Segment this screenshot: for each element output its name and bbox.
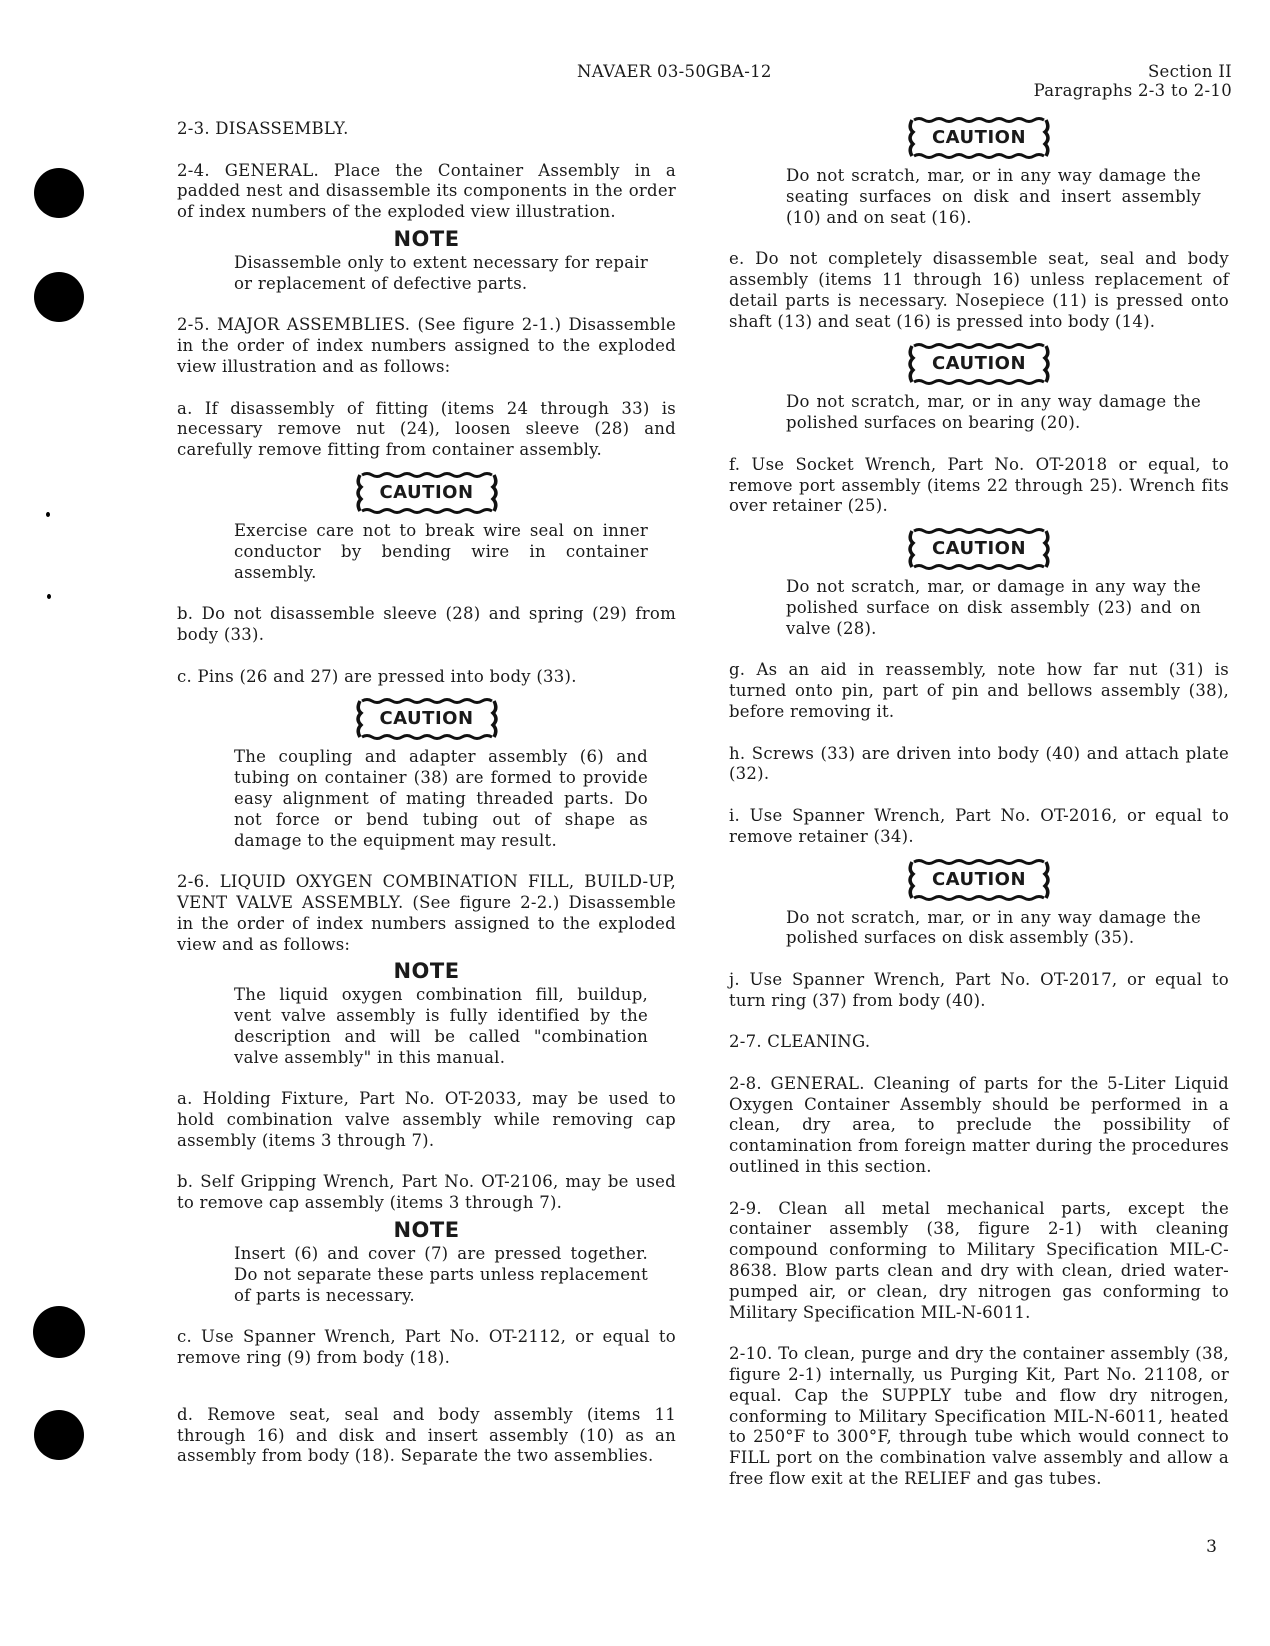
- caution-title: CAUTION: [931, 127, 1027, 148]
- caution-text: The coupling and adapter assembly (6) and tubing on container (38) are formed to provide easy alignment of mating threaded parts. Do not force or bend tubing out of shape as damage to the equipment may result.: [234, 747, 648, 850]
- caution-text: Exercise care not to break wire seal on inner conductor by bending wire in container assembly.: [234, 520, 648, 582]
- note-title: NOTE: [393, 226, 460, 251]
- speck: [46, 512, 50, 517]
- note-title: NOTE: [393, 959, 460, 984]
- step-e: e. Do not completely disassemble seat, seal and body assembly (items 11 through 16) unless replacement of detail parts is necessary. Nosepiece (11) is pressed onto shaft (13) and seat (16) is pressed into body (14).: [729, 249, 1229, 331]
- step-c: c. Use Spanner Wrench, Part No. OT-2112, or equal to remove ring (9) from body (18).: [177, 1327, 676, 1368]
- binder-hole: [34, 272, 84, 322]
- step-b: b. Do not disassemble sleeve (28) and spring (29) from body (33).: [177, 604, 676, 644]
- step-a: a. If disassembly of fitting (items 24 through 33) is necessary remove nut (24), loosen sleeve (28) and carefully remove fitting from container assembly.: [177, 398, 676, 460]
- binder-hole: [33, 1306, 85, 1358]
- binder-hole: [34, 1410, 84, 1460]
- page-number: 3: [1206, 1537, 1217, 1557]
- section-label: Section II: [1147, 62, 1232, 81]
- caution-box: [177, 471, 676, 515]
- paragraph-2-8: 2-8. GENERAL. Cleaning of parts for the 5-Liter Liquid Oxygen Container Assembly should be performed in a clean, dry area, to preclude the possibility of contamination from foreign matter during the procedures outlined in this section.: [729, 1073, 1229, 1177]
- paragraph-2-5: 2-5. MAJOR ASSEMBLIES. (See figure 2-1.) Disassemble in the order of index numbers assigned to the exploded view illustration and as follows:: [177, 315, 676, 376]
- note-text: The liquid oxygen combination fill, buildup, vent valve assembly is fully identified by the description and will be called "combination valve assembly" in this manual.: [234, 985, 648, 1067]
- step-d: d. Remove seat, seal and body assembly (items 11 through 16) and disk and insert assembly (10) as an assembly from body (18). Separate the two assemblies.: [177, 1404, 676, 1466]
- step-f: f. Use Socket Wrench, Part No. OT-2018 or equal, to remove port assembly (items 22 through 25). Wrench fits over retainer (25).: [729, 454, 1229, 516]
- paragraph-2-4: 2-4. GENERAL. Place the Container Assembly in a padded nest and disassemble its components in the order of index numbers of the exploded view illustration.: [177, 160, 676, 222]
- caution-text: Do not scratch, mar, or damage in any way the polished surface on disk assembly (23) and on valve (28).: [786, 577, 1201, 638]
- caution-text: Do not scratch, mar, or in any way damage the polished surfaces on disk assembly (35).: [786, 907, 1201, 948]
- caution-box: [729, 527, 1229, 571]
- binder-hole: [34, 168, 84, 218]
- note-text: Disassemble only to extent necessary for repair or replacement of defective parts.: [234, 252, 648, 293]
- paragraph-2-10: 2-10. To clean, purge and dry the container assembly (38, figure 2-1) internally, us Purging Kit, Part No. 21108, or equal. Cap the SUPPLY tube and flow dry nitrogen, conforming to Military Specification MIL-N-6011, heated to 250°F to 300°F, through tube which would connect to FILL port on the combination valve assembly and allow a free flow exit at the RELIEF and gas tubes.: [729, 1344, 1229, 1489]
- caution-title: CAUTION: [379, 481, 474, 503]
- caution-title: CAUTION: [931, 538, 1027, 560]
- step-b: b. Self Gripping Wrench, Part No. OT-2106, may be used to remove cap assembly (items 3 through 7).: [177, 1172, 676, 1213]
- paragraph-2-6: 2-6. LIQUID OXYGEN COMBINATION FILL, BUILD-UP, VENT VALVE ASSEMBLY. (See figure 2-2.) Disassemble in the order of index numbers assigned to the exploded view and as follows:: [177, 872, 676, 954]
- caution-box: [729, 858, 1229, 902]
- step-h: h. Screws (33) are driven into body (40) and attach plate (32).: [729, 743, 1229, 784]
- note-title: NOTE: [393, 1218, 460, 1243]
- caution-box: [177, 697, 676, 741]
- heading-2-7: 2-7. CLEANING.: [729, 1032, 871, 1052]
- note-text: Insert (6) and cover (7) are pressed together. Do not separate these parts unless replacement of parts is necessary.: [234, 1244, 648, 1305]
- heading-2-3: 2-3. DISASSEMBLY.: [177, 119, 349, 138]
- caution-text: Do not scratch, mar, or in any way damage the polished surfaces on bearing (20).: [786, 392, 1201, 433]
- section-header: [1034, 62, 1232, 100]
- step-g: g. As an aid in reassembly, note how far nut (31) is turned onto pin, part of pin and bellows assembly (38), before removing it.: [729, 660, 1229, 721]
- right-column: [729, 119, 1229, 1511]
- caution-box: [729, 342, 1229, 386]
- caution-box: [729, 116, 1229, 160]
- caution-title: CAUTION: [931, 868, 1027, 890]
- paragraphs-range: Paragraphs 2-3 to 2-10: [1033, 81, 1232, 100]
- step-a: a. Holding Fixture, Part No. OT-2033, may be used to hold combination valve assembly while removing cap assembly (items 3 through 7).: [177, 1089, 676, 1150]
- speck: [47, 594, 51, 599]
- caution-text: Do not scratch, mar, or in any way damage the seating surfaces on disk and insert assembly (10) and on seat (16).: [786, 166, 1201, 227]
- caution-title: CAUTION: [931, 353, 1027, 375]
- left-column: [177, 119, 676, 1488]
- paragraph-2-9: 2-9. Clean all metal mechanical parts, except the container assembly (38, figure 2-1) with cleaning compound conforming to Military Specification MIL-C-8638. Blow parts clean and dry with clean, dried water-pumped air, or clean, dry nitrogen gas conforming to Military Specification MIL-N-6011.: [729, 1198, 1229, 1322]
- step-c: c. Pins (26 and 27) are pressed into body (33).: [177, 666, 577, 686]
- document-number: NAVAER 03-50GBA-12: [577, 62, 772, 81]
- step-i: i. Use Spanner Wrench, Part No. OT-2016, or equal to remove retainer (34).: [729, 805, 1229, 846]
- step-j: j. Use Spanner Wrench, Part No. OT-2017, or equal to turn ring (37) from body (40).: [729, 969, 1229, 1010]
- caution-title: CAUTION: [379, 708, 474, 730]
